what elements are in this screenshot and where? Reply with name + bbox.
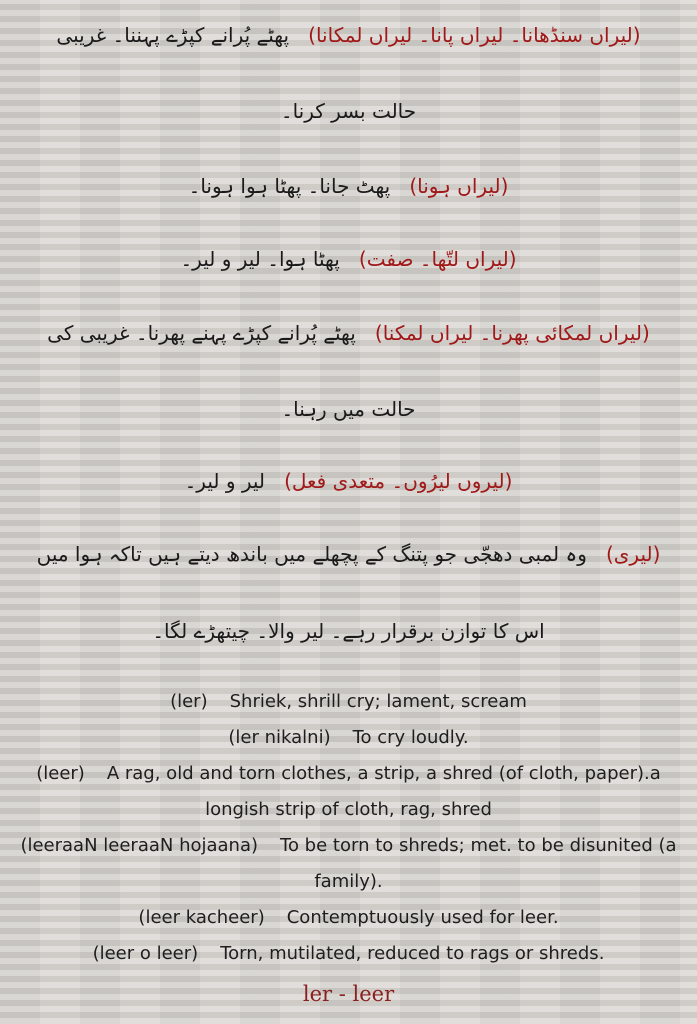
english-definitions [0, 684, 697, 972]
urdu-definition: حالت بسر کرنا۔ [280, 99, 417, 123]
urdu-entry-continuation [0, 98, 697, 124]
urdu-entry [0, 468, 697, 494]
english-definition: A rag, old and torn clothes, a strip, a shred (of cloth, paper).a longish strip of cloth, rag, shred [106, 763, 661, 820]
english-entry [20, 900, 677, 936]
urdu-entry-continuation [0, 618, 697, 644]
urdu-entry [0, 22, 697, 48]
urdu-entry-continuation [0, 396, 697, 422]
urdu-entry [0, 541, 697, 567]
urdu-definition: پھٹ جانا۔ پھٹا ہوا ہونا۔ [188, 174, 391, 198]
english-definition: Shriek, shrill cry; lament, scream [229, 691, 527, 712]
english-entry [20, 684, 677, 720]
urdu-definition: حالت میں رہنا۔ [281, 397, 416, 421]
english-term: (leer o leer) [92, 943, 199, 964]
urdu-definition: لیر و لیر۔ [184, 469, 265, 493]
english-entry [20, 828, 677, 900]
urdu-definition: وہ لمبی دھجّی جو پتنگ کے پچھلے میں باندھ دیتے ہیں تاکہ ہوا میں [36, 542, 587, 566]
entry-title: ler - leer [302, 982, 395, 1006]
english-definition: To cry loudly. [352, 727, 469, 748]
urdu-term: (لیروں لیرُوں۔ متعدی فعل) [284, 469, 513, 493]
english-entry [20, 936, 677, 972]
english-definition: Torn, mutilated, reduced to rags or shreds. [220, 943, 605, 964]
urdu-term: (لیری) [605, 542, 661, 566]
urdu-term: (لیراں ہونا) [409, 174, 509, 198]
urdu-entry [0, 173, 697, 199]
english-term: (ler) [170, 691, 208, 712]
urdu-entry [0, 246, 697, 272]
english-entry [20, 756, 677, 828]
urdu-entry [0, 320, 697, 346]
urdu-term: (لیراں سنڈھانا۔ لیراں پانا۔ لیراں لمکانا) [308, 23, 641, 47]
urdu-definition: پھٹے پُرانے کپڑے پہننا۔ غریبی [56, 23, 290, 47]
urdu-definition: پھٹے پُرانے کپڑے پہنے پھرنا۔ غریبی کی [47, 321, 356, 345]
english-definition: Contemptuously used for leer. [286, 907, 559, 928]
english-term: (leer) [36, 763, 85, 784]
urdu-definition: اس کا توازن برقرار رہے۔ لیر والا۔ چیتھڑے لگا۔ [152, 619, 545, 643]
english-term: (ler nikalni) [228, 727, 331, 748]
urdu-term: (لیراں لتّھا۔ صفت) [358, 247, 517, 271]
english-definition: To be torn to shreds; met. to be disunited (a family). [280, 835, 677, 892]
urdu-term: (لیراں لمکائی پھرنا۔ لیراں لمکنا) [374, 321, 650, 345]
urdu-definition: پھٹا ہوا۔ لیر و لیر۔ [180, 247, 340, 271]
english-term: (leeraaN leeraaN hojaana) [20, 835, 259, 856]
english-term: (leer kacheer) [138, 907, 265, 928]
english-entry [20, 720, 677, 756]
